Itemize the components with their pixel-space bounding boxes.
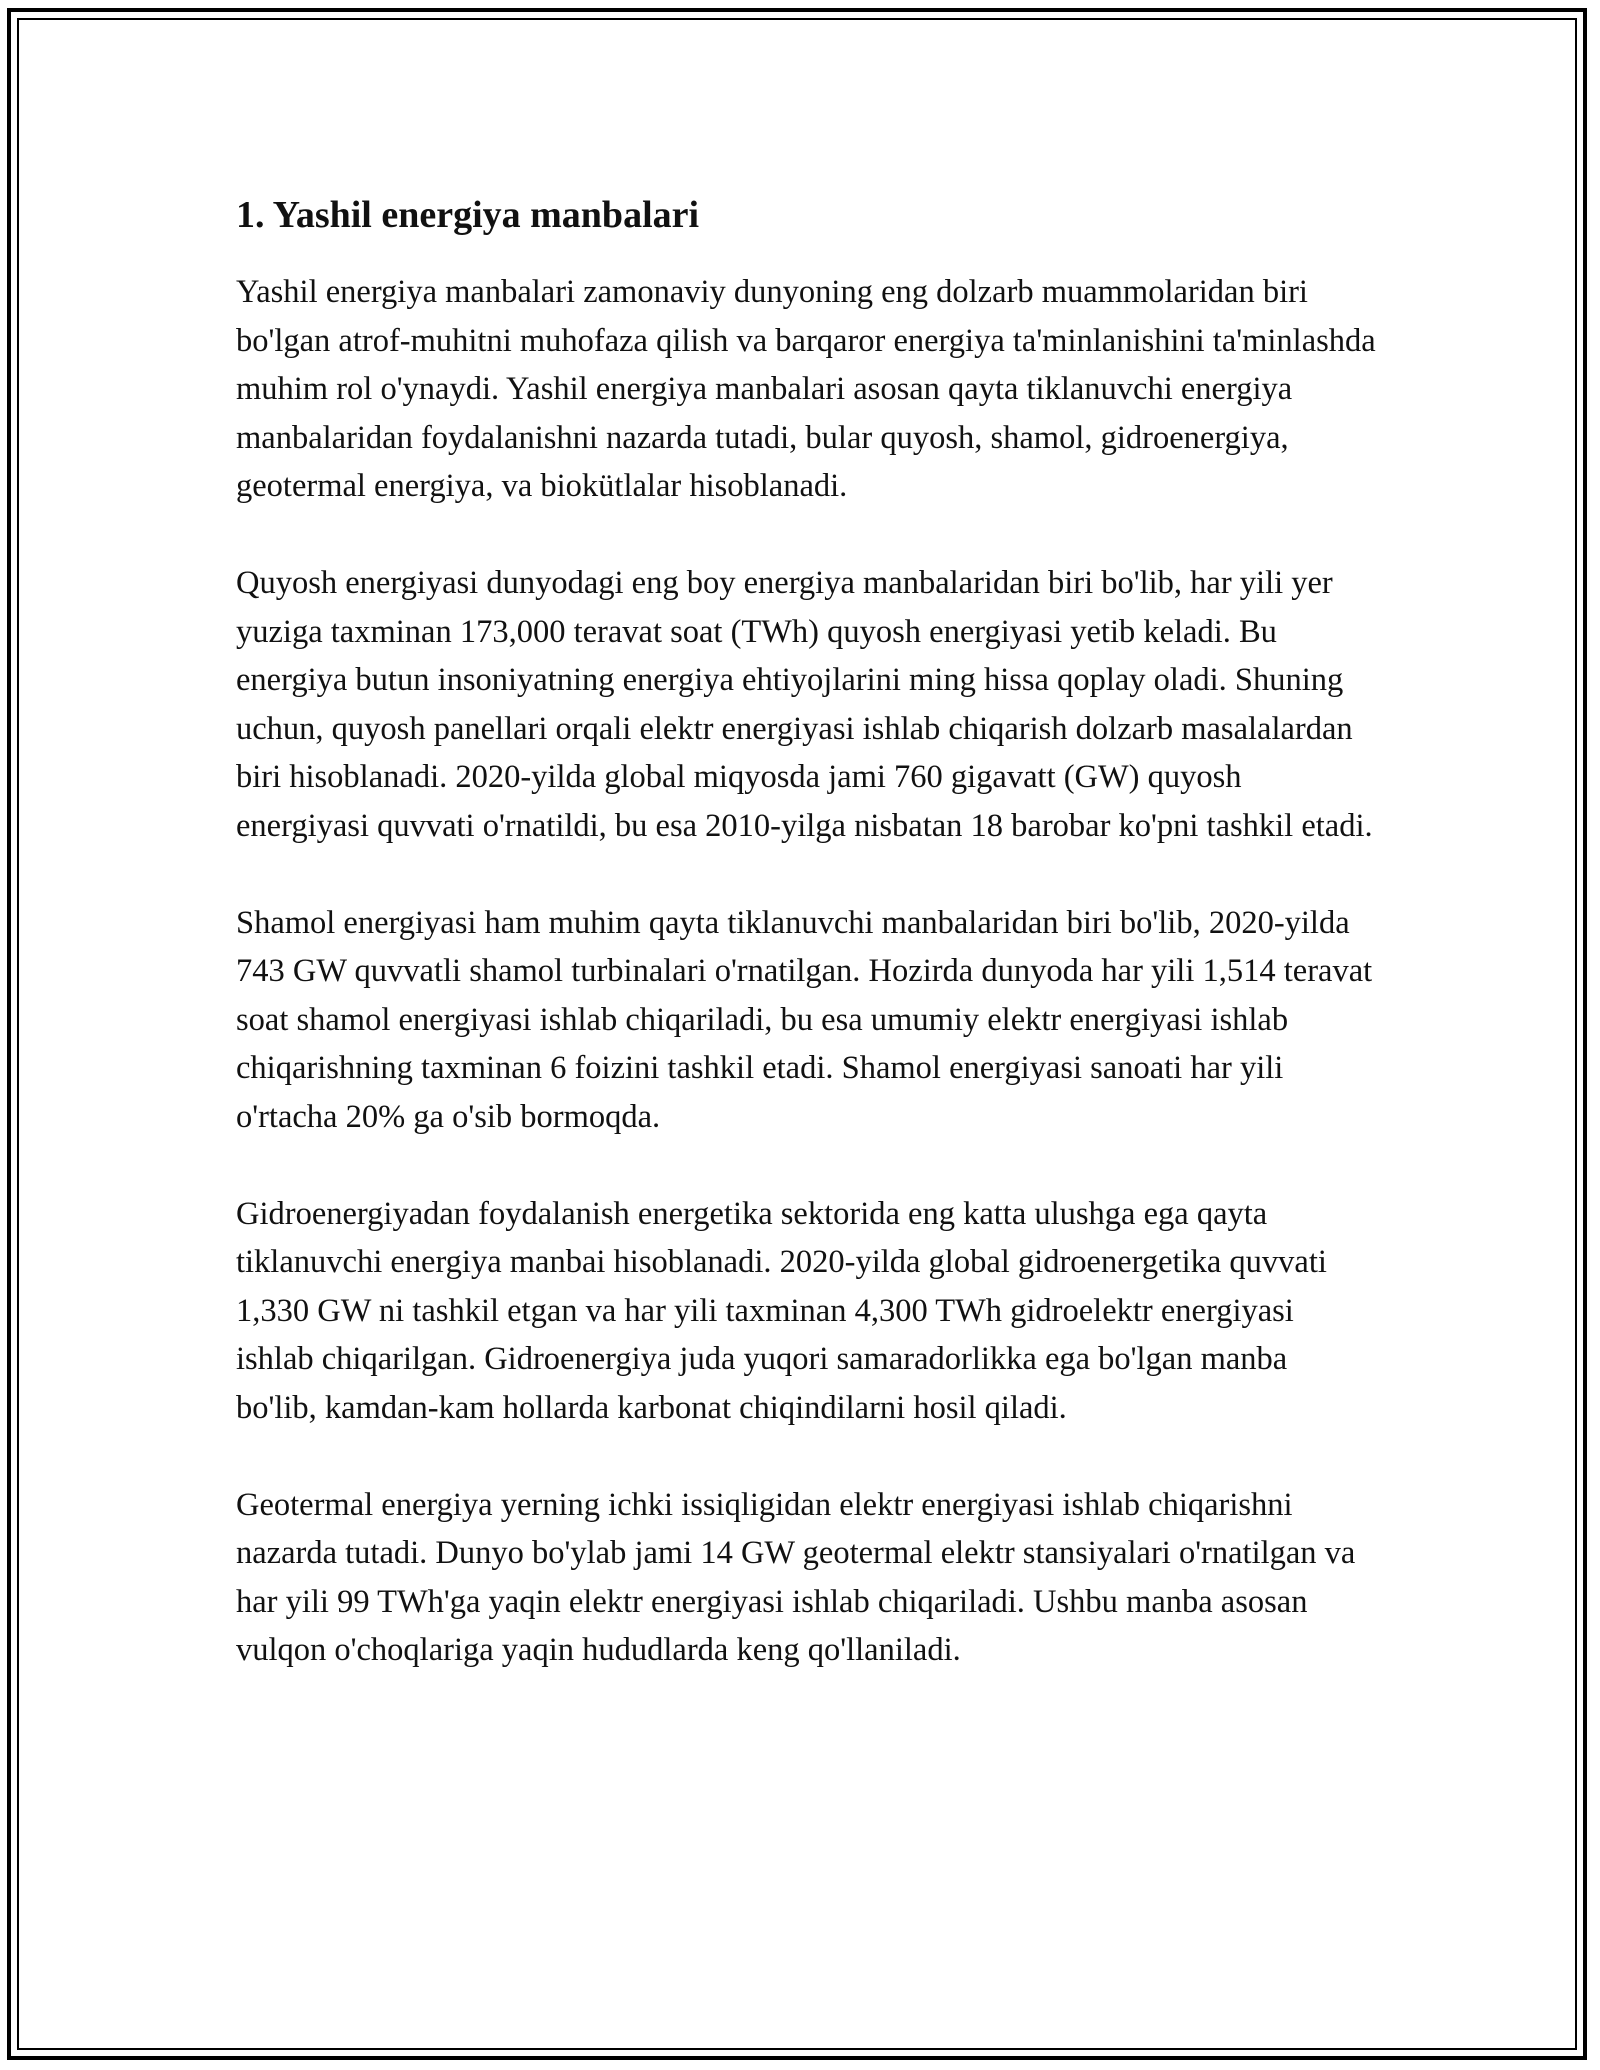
paragraph-geothermal: Geotermal energiya yerning ichki issiqligidan elektr energiyasi ishlab chiqarishni nazarda tutadi. Dunyo bo'ylab jami 14 GW geotermal elektr stansiyalari o'rnatilgan va har yili 99 TWh'ga yaqin elektr energiyasi ishlab chiqariladi. Ushbu manba asosan vulqon o'choqlariga yaqin hududlarda keng qo'llaniladi. — [236, 1486, 1356, 1668]
paragraph-wind: Shamol energiyasi ham muhim qayta tiklanuvchi manbalaridan biri bo'lib, 2020-yilda 743 GW quvvatli shamol turbinalari o'rnatilgan. Hozirda dunyoda har yili 1,514 teravat soat shamol energiyasi ishlab chiqariladi, bu esa umumiy elektr energiyasi ishlab chiqarishning taxminan 6 foizini tashkil etadi. Shamol energiyasi sanoati har yili o'rtacha 20% ga o'sib bormoqda. — [236, 904, 1373, 1135]
paragraph-intro: Yashil energiya manbalari zamonaviy dunyoning eng dolzarb muammolaridan biri bo'lgan atrof-muhitni muhofaza qilish va barqaror energiya ta'minlanishini ta'minlashda muhim rol o'ynaydi. Yashil energiya manbalari asosan qayta tiklanuvchi energiya manbalaridan foydalanishni nazarda tutadi, bular quyosh, shamol, gidroenergiya, geotermal energiya, va biokütlalar hisoblanadi. — [236, 274, 1376, 504]
document-body — [236, 192, 1376, 1723]
paragraph-solar: Quyosh energiyasi dunyodagi eng boy energiya manbalaridan biri bo'lib, har yili yer yuziga taxminan 173,000 teravat soat (TWh) quyosh energiyasi yetib keladi. Bu energiya butun insoniyatning energiya ehtiyojlarini ming hissa qoplay oladi. Shuning uchun, quyosh panellari orqali elektr energiyasi ishlab chiqarish dolzarb masalalardan biri hisoblanadi. 2020-yilda global miqyosda jami 760 gigavatt (GW) quyosh energiyasi quvvati o'rnatildi, bu esa 2010-yilga nisbatan 18 barobar ko'pni tashkil etadi. — [236, 565, 1373, 844]
paragraph-hydro: Gidroenergiyadan foydalanish energetika sektorida eng katta ulushga ega qayta tiklanuvchi energiya manbai hisoblanadi. 2020-yilda global gidroenergetika quvvati 1,330 GW ni tashkil etgan va har yili taxminan 4,300 TWh gidroelektr energiyasi ishlab chiqarilgan. Gidroenergiya juda yuqori samaradorlikka ega bo'lgan manba bo'lib, kamdan-kam hollarda karbonat chiqindilarni hosil qiladi. — [236, 1195, 1327, 1426]
section-heading: 1. Yashil energiya manbalari — [236, 194, 700, 236]
